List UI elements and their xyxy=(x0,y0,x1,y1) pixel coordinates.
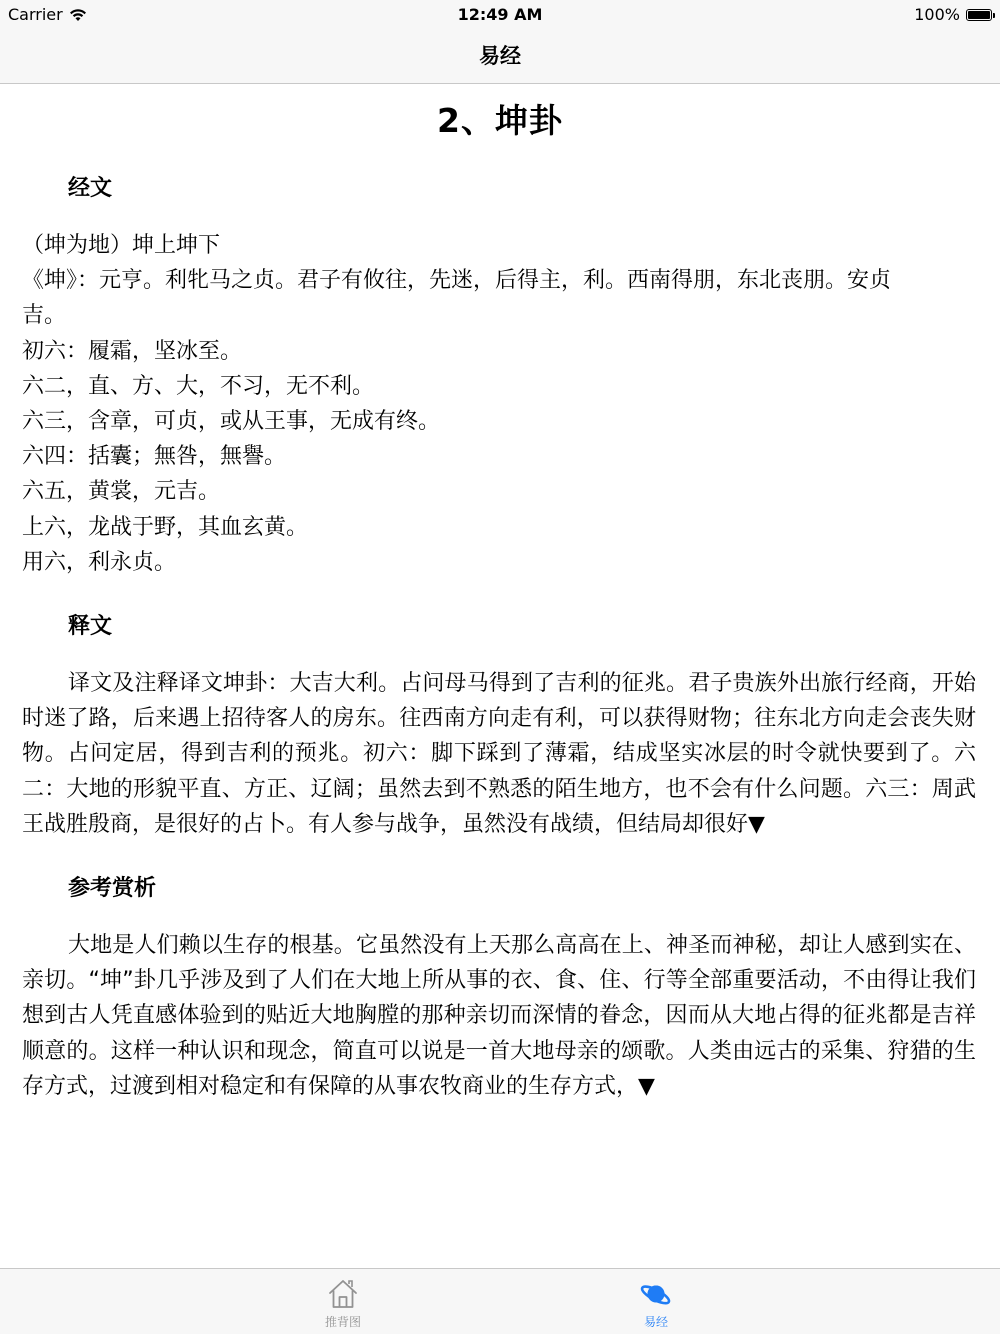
battery-icon xyxy=(966,9,992,21)
tab-yijing[interactable] xyxy=(406,1269,906,1334)
jingwen-line: （坤为地）坤上坤下 xyxy=(22,233,221,258)
chapter-title: 2、坤卦 xyxy=(437,101,563,140)
planet-icon xyxy=(640,1278,672,1310)
shiwen-paragraph[interactable]: 译文及注释译文坤卦：大吉大利。占问母马得到了吉利的征兆。君子贵族外出旅行经商，开始时迷了路，后来遇上招待客人的房东。往西南方向走有利，可以获得财物；往东北方向走会丧失财物。占问定居，得到吉利的预兆。初六：脚下踩到了薄霜，结成坚实冰层的时令就快要到了。六二：大地的形貌平直、方正、辽阔；虽然去到不熟悉的陌生地方，也不会有什么问题。六三：周武王战胜殷商，是很好的占卜。有人参与战争，虽然没有战绩，但结局却很好▼ xyxy=(22,671,976,837)
tab-label-yijing: 易经 xyxy=(643,1315,668,1329)
carrier-label: Carrier xyxy=(8,5,63,24)
jingwen-section xyxy=(0,172,1000,580)
shiwen-section xyxy=(0,610,1000,842)
jingwen-line: 上六，龙战于野，其血玄黄。 xyxy=(22,514,309,540)
jingwen-line: 六三，含章，可贞，或从王事，无成有终。 xyxy=(22,409,441,435)
cankao-paragraph[interactable]: 大地是人们赖以生存的根基。它虽然没有上天那么高高在上、神圣而神秘，却让人感到实在、亲切。“坤”卦几乎涉及到了人们在大地上所从事的衣、食、住、行等全部重要活动，不由得让我们想到古人凭直感体验到的贴近大地胸膛的那种亲切而深情的眷念，因而从大地占得的征兆都是吉祥顺意的。这样一种认识和现念，简直可以说是一首大地母亲的颂歌。人类由远古的采集、狩猎的生存方式，过渡到相对稳定和有保障的从事农牧商业的生存方式，▼ xyxy=(22,933,976,1099)
shiwen-heading: 释文 xyxy=(68,614,113,640)
jingwen-line: 六二，直、方、大，不习，无不利。 xyxy=(22,373,375,399)
jingwen-line: 吉。 xyxy=(22,303,67,329)
top-bar xyxy=(0,0,1000,84)
tab-bar xyxy=(0,1268,1000,1334)
cankao-section xyxy=(0,872,1000,1104)
jingwen-line: 《坤》：元亨。利牝马之贞。君子有攸往，先迷，后得主，利。西南得朋，东北丧朋。安贞 xyxy=(22,268,892,294)
house-icon xyxy=(327,1278,359,1310)
jingwen-line: 用六，利永贞。 xyxy=(22,549,177,575)
jingwen-line: 初六：履霜，坚冰至。 xyxy=(22,338,243,364)
jingwen-heading: 经文 xyxy=(68,176,113,201)
battery-percent: 100% xyxy=(914,5,960,24)
jingwen-line: 六五，黄裳，元吉。 xyxy=(22,479,221,505)
cankao-heading: 参考赏析 xyxy=(68,876,157,902)
nav-title: 易经 xyxy=(479,44,521,68)
jingwen-line: 六四：括囊；無咎，無譽。 xyxy=(22,444,287,470)
status-bar xyxy=(0,0,1000,30)
jingwen-text xyxy=(22,228,976,580)
battery-fill xyxy=(968,11,990,19)
article-content[interactable] xyxy=(0,84,1000,1268)
battery-indicator xyxy=(914,5,992,24)
tab-label-tuibeitu: 推背图 xyxy=(324,1315,361,1329)
status-time: 12:49 AM xyxy=(457,5,543,24)
